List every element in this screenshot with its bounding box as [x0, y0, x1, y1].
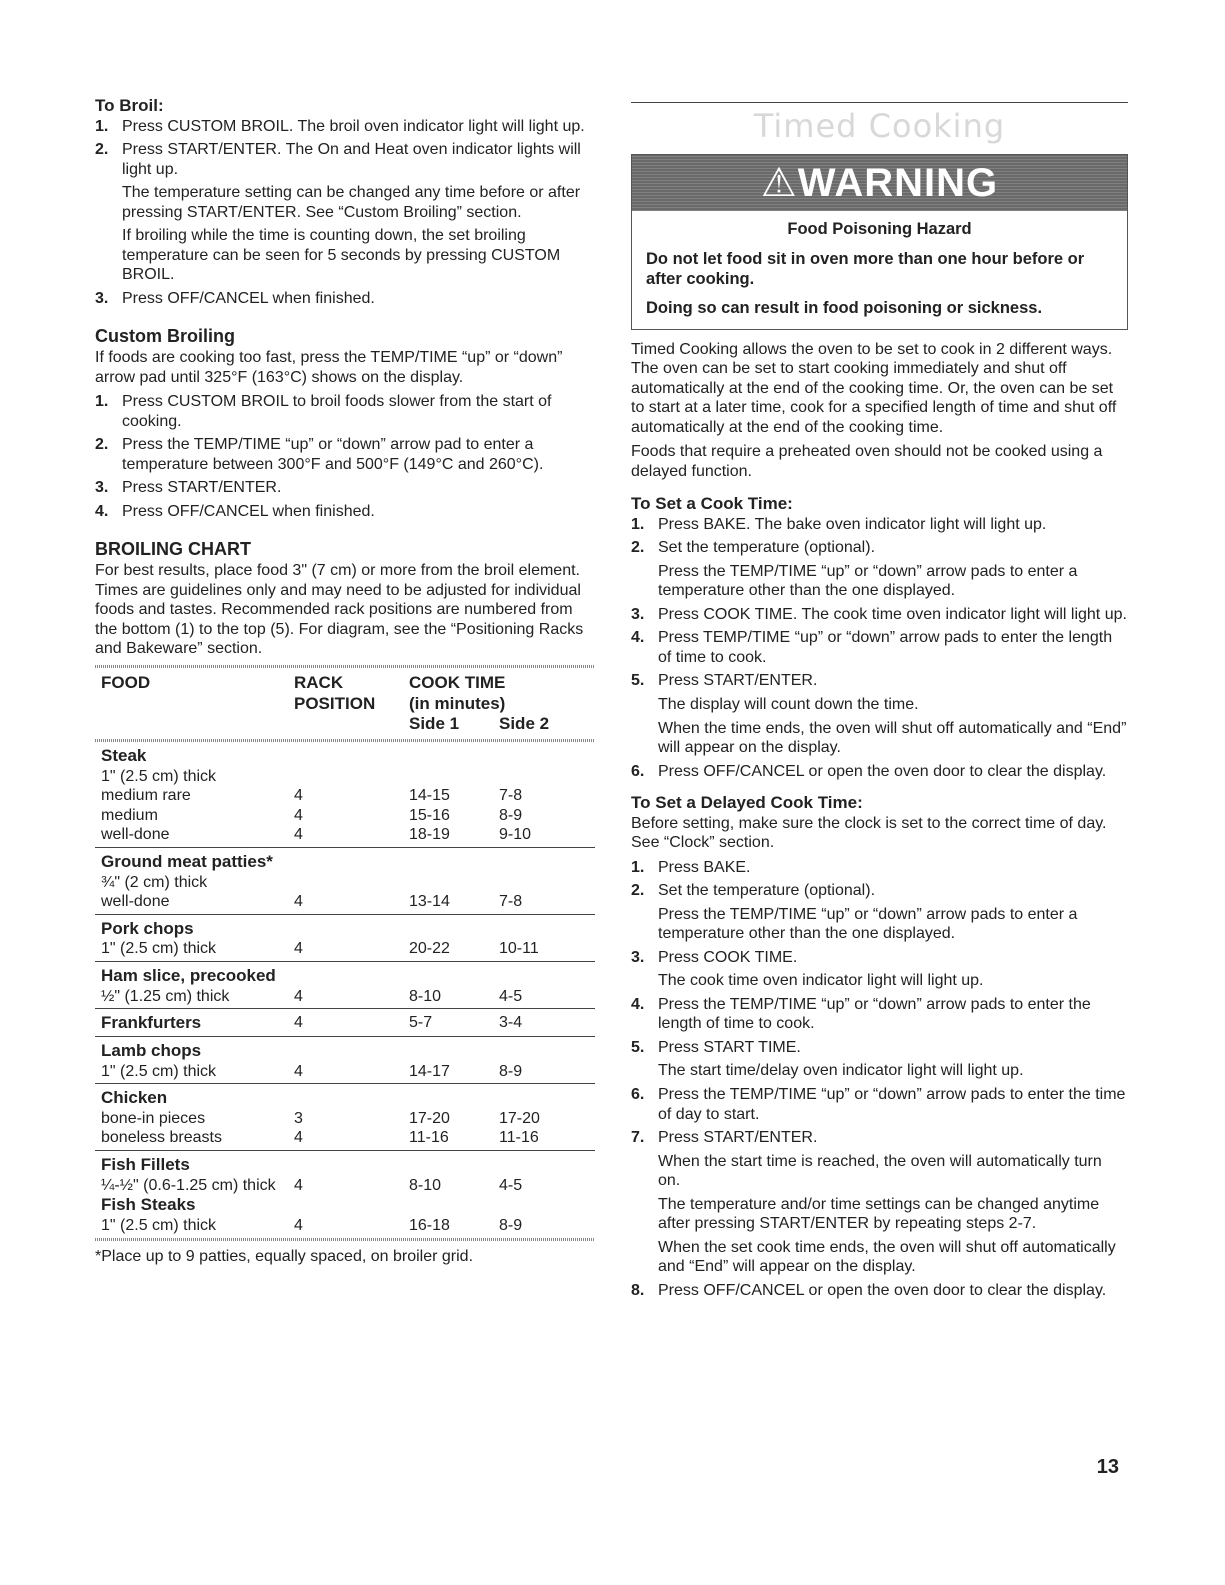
rack-position: 4: [294, 1129, 303, 1147]
rack-position: 4: [294, 1062, 303, 1080]
step-number: 7.: [631, 1129, 645, 1147]
rack-position: [294, 767, 409, 787]
warning-text: Do not let food sit in oven more than one hour before or after cooking.: [646, 250, 1085, 289]
food-name: Chicken: [101, 1088, 168, 1108]
step-number: 3.: [631, 948, 645, 966]
list-item: [631, 858, 1128, 878]
table-row: [101, 786, 589, 806]
step-number: 2.: [95, 436, 109, 454]
table-body: [95, 742, 595, 1237]
step-note: If broiling while the time is counting down, the set broiling temperature can be seen for 5 seconds by pressing CUSTOM BROIL.: [122, 227, 561, 284]
food-detail: ¾" (2 cm) thick: [101, 873, 208, 891]
table-group: [95, 1037, 595, 1084]
step-number: 3.: [95, 289, 109, 307]
step-number: 1.: [95, 117, 109, 135]
rack-position: [294, 873, 409, 893]
step-text: Press the TEMP/TIME “up” or “down” arrow pads to enter the time of day to start.: [658, 1085, 1126, 1123]
food-name: Ham slice, precooked: [101, 966, 276, 985]
food-name: Ground meat patties*: [101, 851, 273, 871]
list-item: [631, 515, 1128, 535]
step-note: The display will count down the time.: [658, 696, 919, 713]
rack-position: 4: [294, 1216, 303, 1234]
side-2-time: [499, 767, 589, 787]
step-text: Press TEMP/TIME “up” or “down” arrow pads to enter the length of time to cook.: [658, 629, 1113, 666]
side-1-time: 11-16: [409, 1129, 449, 1147]
step-number: 4.: [95, 502, 109, 520]
step-text: Press OFF/CANCEL or open the oven door to clear the display.: [658, 1281, 1107, 1299]
side-1-time: 15-16: [409, 806, 450, 824]
rack-position: 4: [294, 987, 303, 1005]
table-row: [101, 892, 589, 912]
column-header-cook-time: COOK TIME: [409, 672, 506, 692]
list-item: [631, 762, 1128, 782]
step-text: Press CUSTOM BROIL. The broil oven indicator light will light up.: [122, 117, 585, 135]
delayed-cook-time-steps: [631, 858, 1128, 1300]
rack-position: 4: [294, 1176, 303, 1194]
food-detail: bone-in pieces: [101, 1109, 206, 1127]
step-note: The start time/delay oven indicator light will light up.: [658, 1062, 1024, 1080]
food-detail: well-done: [101, 893, 170, 911]
side-2-time: 8-9: [499, 1062, 523, 1080]
side-2-time: 10-11: [499, 940, 539, 958]
side-2-time: 7-8: [499, 893, 523, 911]
step-text: Press CUSTOM BROIL to broil foods slower from the start of cooking.: [122, 393, 552, 430]
step-number: 1.: [631, 515, 645, 533]
step-number: 4.: [631, 995, 645, 1013]
table-row: [101, 1013, 589, 1034]
list-item: [95, 502, 595, 522]
column-header-side-1: Side 1: [409, 714, 460, 734]
chart-footnote: *Place up to 9 patties, equally spaced, on broiler grid.: [95, 1247, 474, 1265]
food-detail: 1" (2.5 cm) thick: [101, 940, 217, 958]
side-1-time: 16-18: [409, 1216, 450, 1234]
list-item: [631, 1085, 1128, 1124]
step-text: Press OFF/CANCEL when finished.: [122, 502, 375, 520]
list-item: [95, 478, 595, 498]
step-note: When the time ends, the oven will shut off automatically and “End” will appear on the display.: [658, 719, 1127, 757]
table-group: [95, 848, 595, 915]
custom-broiling-intro: If foods are cooking too fast, press the TEMP/TIME “up” or “down” arrow pad until 325°F (163°C) shows on the display.: [95, 349, 563, 386]
rack-position: 4: [294, 806, 303, 824]
step-text: Press OFF/CANCEL when finished.: [122, 289, 375, 307]
rack-position: 3: [294, 1109, 303, 1127]
broiling-chart-table: [95, 665, 595, 1241]
table-row: [101, 1216, 589, 1236]
food-name: Pork chops: [101, 918, 194, 938]
side-2-time: 3-4: [499, 1014, 523, 1032]
side-1-time: 8-10: [409, 987, 442, 1005]
left-column: [95, 96, 595, 1271]
food-detail: 1" (2.5 cm) thick: [101, 767, 217, 785]
list-item: [631, 628, 1128, 667]
list-item: [95, 140, 595, 285]
cook-time-steps: [631, 515, 1128, 781]
step-text: Press START TIME.: [658, 1038, 801, 1056]
custom-broiling-steps: [95, 392, 595, 521]
table-header: [95, 668, 595, 739]
food-detail: ½" (1.25 cm) thick: [101, 987, 230, 1005]
right-column: [631, 102, 1128, 1306]
step-text: Press OFF/CANCEL or open the oven door to clear the display.: [658, 762, 1107, 780]
page-number: 13: [1096, 1456, 1119, 1478]
broiling-chart-intro: For best results, place food 3" (7 cm) or more from the broil element. Times are guidelines only and may need to be adjusted for individual foods and tastes. Recommended rack positions are numbered from the bottom (1) to the top (5). For diagram, see the “Positioning Racks and Bakeware” section.: [95, 562, 584, 658]
step-number: 2.: [95, 141, 109, 159]
step-number: 3.: [95, 479, 109, 497]
step-number: 4.: [631, 629, 645, 647]
table-group: [95, 915, 595, 962]
step-number: 2.: [631, 882, 645, 900]
table-row: [101, 806, 589, 826]
side-1-time: 18-19: [409, 826, 450, 844]
step-note: Press the TEMP/TIME “up” or “down” arrow pads to enter a temperature other than the one displayed.: [658, 562, 1078, 600]
food-name: Lamb chops: [101, 1040, 202, 1060]
food-detail: ¼-½" (0.6-1.25 cm) thick: [101, 1176, 276, 1194]
step-text: Press START/ENTER. The On and Heat oven indicator lights will light up.: [122, 141, 581, 178]
food-name: Fish Fillets: [101, 1155, 190, 1174]
table-row: [101, 825, 589, 845]
step-number: 8.: [631, 1281, 645, 1299]
side-1-time: 14-15: [409, 787, 450, 805]
food-detail: well-done: [101, 826, 170, 844]
side-1-time: 8-10: [409, 1176, 442, 1194]
table-row: [101, 1062, 589, 1082]
food-detail: 1" (2.5 cm) thick: [101, 1062, 217, 1080]
rack-position: 4: [294, 940, 303, 958]
list-item: [95, 117, 595, 137]
step-number: 3.: [631, 605, 645, 623]
list-item: [95, 392, 595, 431]
delayed-cook-time-intro: Before setting, make sure the clock is set to the correct time of day. See “Clock” section.: [631, 814, 1107, 852]
step-text: Set the temperature (optional).: [658, 882, 876, 900]
step-note: The temperature and/or time settings can be changed anytime after pressing START/ENTER by repeating steps 2-7.: [658, 1195, 1100, 1233]
step-number: 6.: [631, 762, 645, 780]
food-name: Fish Steaks: [101, 1195, 196, 1215]
food-name: Steak: [101, 746, 147, 766]
side-2-time: 11-16: [499, 1129, 539, 1147]
list-item: [631, 671, 1128, 757]
cook-time-heading: To Set a Cook Time:: [631, 494, 793, 514]
side-2-time: 7-8: [499, 787, 523, 805]
side-1-time: 20-22: [409, 940, 450, 958]
food-detail: medium: [101, 806, 158, 824]
step-note: The cook time oven indicator light will light up.: [658, 972, 984, 990]
step-note: The temperature setting can be changed any time before or after pressing START/ENTER. See “Custom Broiling” section.: [122, 184, 581, 221]
divider: [631, 102, 1128, 103]
side-1-time: [409, 873, 499, 893]
list-item: [631, 995, 1128, 1034]
list-item: [631, 605, 1128, 625]
broil-steps: [95, 117, 595, 309]
step-text: Press the TEMP/TIME “up” or “down” arrow pads to enter the length of time to cook.: [658, 995, 1091, 1033]
step-text: Press COOK TIME. The cook time oven indicator light will light up.: [658, 605, 1127, 623]
side-2-time: 4-5: [499, 987, 523, 1005]
step-text: Press COOK TIME.: [658, 948, 798, 966]
step-text: Press START/ENTER.: [658, 672, 818, 690]
warning-triangle-icon: ⚠: [760, 161, 798, 206]
warning-hazard-title: Food Poisoning Hazard: [787, 220, 972, 239]
side-2-time: 4-5: [499, 1176, 523, 1194]
food-detail: 1" (2.5 cm) thick: [101, 1216, 217, 1234]
step-note: When the set cook time ends, the oven will shut off automatically and “End” will appear on the display.: [658, 1238, 1116, 1276]
list-item: [95, 289, 595, 309]
table-group: [95, 1084, 595, 1151]
food-detail: boneless breasts: [101, 1129, 222, 1147]
list-item: [631, 538, 1128, 601]
list-item: [631, 881, 1128, 944]
table-row: [101, 1109, 589, 1129]
warning-banner: [632, 155, 1127, 211]
rack-position: 4: [294, 787, 303, 805]
step-text: Set the temperature (optional).: [658, 539, 876, 557]
table-group: [95, 1151, 595, 1238]
table-row: [101, 939, 589, 959]
table-row: [101, 873, 589, 893]
timed-cooking-intro: Timed Cooking allows the oven to be set to cook in 2 different ways. The oven can be set to start cooking immediately and shut off automatically at the end of the cooking time. Or, the oven can be set to start at a later time, cook for a specified length of time and shut off automatically at the end of the cooking time.: [631, 340, 1117, 436]
step-text: Press BAKE. The bake oven indicator light will light up.: [658, 515, 1047, 533]
side-1-time: 17-20: [409, 1109, 450, 1127]
list-item: [631, 948, 1128, 991]
table-group: [95, 1009, 595, 1037]
warning-box: [631, 154, 1128, 330]
side-2-time: 9-10: [499, 826, 532, 844]
side-2-time: 8-9: [499, 1216, 523, 1234]
table-row: [101, 1176, 589, 1196]
list-item: [631, 1038, 1128, 1081]
delayed-cook-time-heading: To Set a Delayed Cook Time:: [631, 793, 863, 813]
side-2-time: 17-20: [499, 1109, 540, 1127]
table-group: [95, 962, 595, 1009]
rack-position: 4: [294, 1014, 303, 1032]
step-number: 5.: [631, 1038, 645, 1056]
custom-broiling-heading: Custom Broiling: [95, 326, 235, 347]
side-1-time: 14-17: [409, 1062, 450, 1080]
step-number: 5.: [631, 672, 645, 690]
step-text: Press START/ENTER.: [658, 1129, 818, 1147]
side-1-time: [409, 767, 499, 787]
column-header-position: POSITION: [294, 693, 376, 713]
table-row: [101, 767, 589, 787]
column-header-food: FOOD: [101, 672, 151, 692]
list-item: [631, 1128, 1128, 1277]
step-note: When the start time is reached, the oven will automatically turn on.: [658, 1152, 1102, 1190]
step-number: 2.: [631, 539, 645, 557]
broiling-chart-heading: BROILING CHART: [95, 539, 251, 560]
step-text: Press START/ENTER.: [122, 479, 282, 497]
warning-label: WARNING: [797, 161, 999, 206]
side-2-time: 8-9: [499, 806, 523, 824]
table-row: [101, 1128, 589, 1148]
side-2-time: [499, 873, 589, 893]
timed-cooking-title: Timed Cooking: [753, 107, 1006, 145]
warning-text: Doing so can result in food poisoning or sickness.: [646, 299, 1043, 318]
warning-body: [632, 211, 1127, 329]
step-text: Press BAKE.: [658, 858, 751, 876]
step-text: Press the TEMP/TIME “up” or “down” arrow pad to enter a temperature between 300°F and 500°F (149°C and 260°C).: [122, 436, 544, 473]
step-number: 6.: [631, 1085, 645, 1103]
food-name: Frankfurters: [101, 1013, 202, 1033]
step-note: Press the TEMP/TIME “up” or “down” arrow pads to enter a temperature other than the one displayed.: [658, 905, 1078, 943]
list-item: [631, 1281, 1128, 1301]
broil-heading: To Broil:: [95, 96, 164, 115]
timed-cooking-note: Foods that require a preheated oven should not be cooked using a delayed function.: [631, 443, 1103, 480]
column-header-minutes: (in minutes): [409, 693, 506, 713]
column-header-rack: RACK: [294, 672, 344, 692]
step-number: 1.: [631, 858, 645, 876]
rack-position: 4: [294, 826, 303, 844]
table-row: [101, 987, 589, 1007]
side-1-time: 13-14: [409, 893, 450, 911]
side-1-time: 5-7: [409, 1014, 433, 1032]
column-header-side-2: Side 2: [499, 714, 550, 734]
rack-position: 4: [294, 893, 303, 911]
table-group: [95, 742, 595, 848]
list-item: [95, 435, 595, 474]
food-detail: medium rare: [101, 787, 191, 805]
step-number: 1.: [95, 393, 109, 411]
